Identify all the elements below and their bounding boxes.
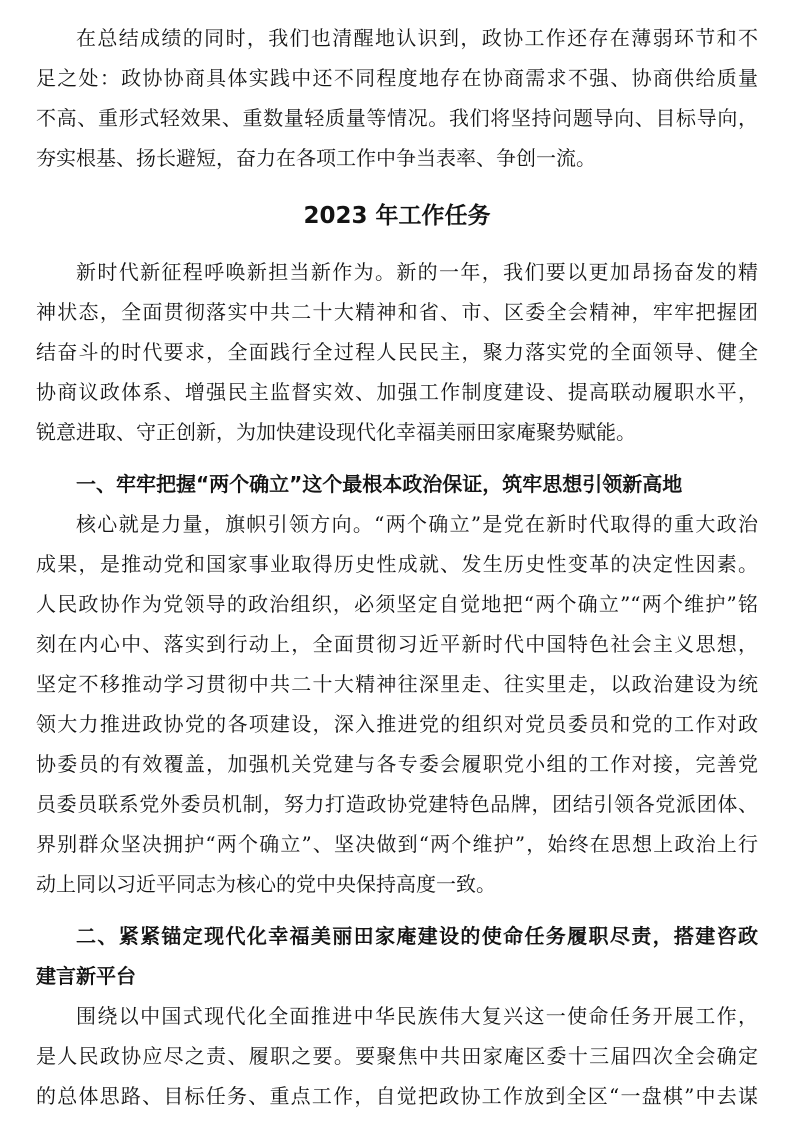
text-line: 坚定不移推动学习贯彻中共二十大精神往深里走、往实里走，以政治建设为统 <box>36 672 758 696</box>
paragraph-section-1 <box>36 504 758 904</box>
heading-line: 一、牢牢把握“两个确立”这个最根本政治保证，筑牢思想引领新高地 <box>76 472 683 496</box>
text-line: 结奋斗的时代要求，全面践行全过程人民民主，聚力落实党的全面领导、健全 <box>36 340 758 364</box>
text-line: 新时代新征程呼唤新担当新作为。新的一年，我们要以更加昂扬奋发的精 <box>76 260 758 284</box>
text-line: 刻在内心中、落实到行动上，全面贯彻习近平新时代中国特色社会主义思想， <box>36 632 758 656</box>
section-heading-2 <box>36 916 758 996</box>
text-line: 足之处：政协协商具体实践中还不同程度地存在协商需求不强、协商供给质量 <box>36 66 758 90</box>
heading-line: 二、紧紧锚定现代化幸福美丽田家庵建设的使命任务履职尽责，搭建咨政 <box>76 924 758 948</box>
text-line: 员委员联系党外委员机制，努力打造政协党建特色品牌，团结引领各党派团体、 <box>36 792 758 816</box>
text-line: 协商议政体系、增强民主监督实效、加强工作制度建设、提高联动履职水平， <box>36 380 758 404</box>
text-line: 不高、重形式轻效果、重数量轻质量等情况。我们将坚持问题导向、目标导向， <box>36 106 758 130</box>
heading-line: 建言新平台 <box>36 964 136 988</box>
text-line: 核心就是力量，旗帜引领方向。“两个确立”是党在新时代取得的重大政治 <box>76 512 758 536</box>
text-line: 神状态，全面贯彻落实中共二十大精神和省、市、区委全会精神，牢牢把握团 <box>36 300 758 324</box>
text-line: 在总结成绩的同时，我们也清醒地认识到，政协工作还存在薄弱环节和不 <box>76 26 758 50</box>
paragraph-intro <box>36 18 758 178</box>
document-title: 2023 年工作任务 <box>303 203 491 229</box>
text-line: 人民政协作为党领导的政治组织，必须坚定自觉地把“两个确立”“两个维护”铭 <box>36 592 758 616</box>
text-line: 成果，是推动党和国家事业取得历史性成就、发生历史性变革的决定性因素。 <box>36 552 758 576</box>
paragraph-opening <box>36 252 758 452</box>
section-heading-1 <box>36 464 758 504</box>
text-line: 领大力推进政协党的各项建设，深入推进党的组织对党员委员和党的工作对政 <box>36 712 758 736</box>
text-line: 协委员的有效覆盖，加强机关党建与各专委会履职党小组的工作对接，完善党 <box>36 752 758 776</box>
text-line: 锐意进取、守正创新，为加快建设现代化幸福美丽田家庵聚势赋能。 <box>36 420 636 444</box>
text-line: 动上同以习近平同志为核心的党中央保持高度一致。 <box>36 872 496 896</box>
text-line: 的总体思路、目标任务、重点工作，自觉把政协工作放到全区“一盘棋”中去谋 <box>36 1084 758 1108</box>
paragraph-section-2 <box>36 996 758 1116</box>
text-line: 是人民政协应尽之责、履职之要。要聚焦中共田家庵区委十三届四次全会确定 <box>36 1044 758 1068</box>
text-line: 夯实根基、扬长避短，奋力在各项工作中争当表率、争创一流。 <box>36 146 596 170</box>
text-line: 围绕以中国式现代化全面推进中华民族伟大复兴这一使命任务开展工作， <box>76 1004 758 1028</box>
text-line: 界别群众坚决拥护“两个确立”、坚决做到“两个维护”，始终在思想上政治上行 <box>36 832 758 856</box>
